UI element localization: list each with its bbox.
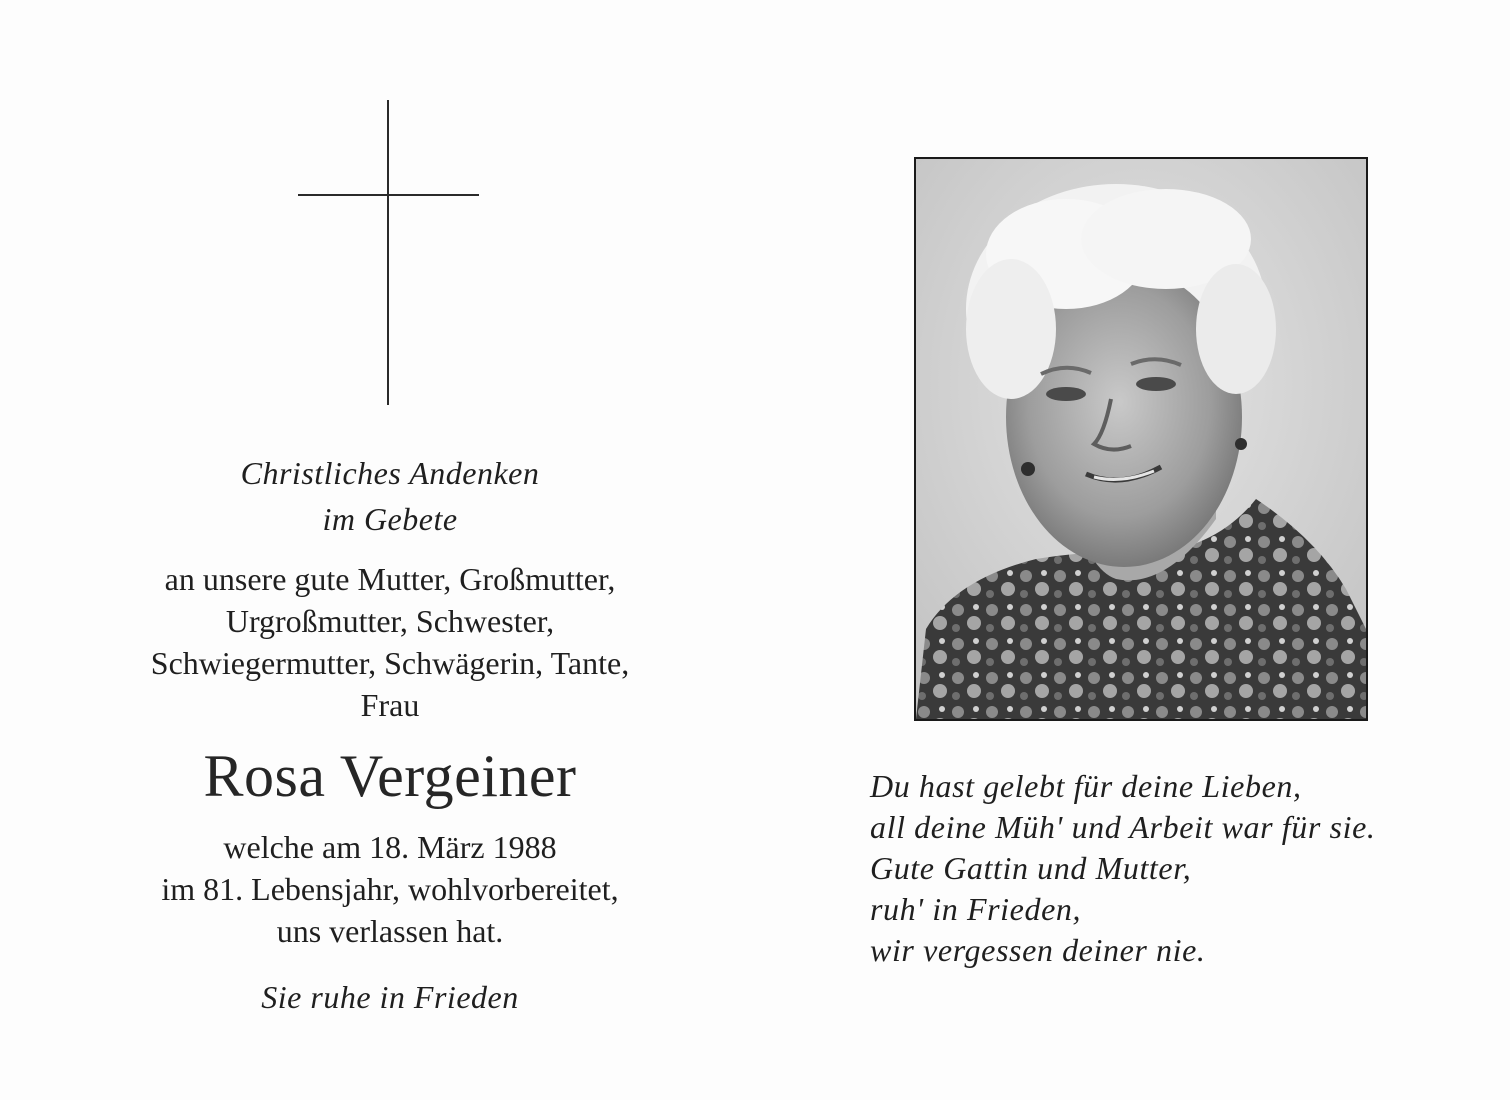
deceased-name: Rosa Vergeiner	[203, 743, 577, 809]
death-line: welche am 18. März 1988	[223, 829, 557, 865]
relations-line: an unsere gute Mutter, Großmutter,	[164, 561, 616, 597]
poem-line: all deine Müh' und Arbeit war für sie.	[870, 809, 1376, 845]
relations-text	[90, 558, 690, 726]
intro-line: Christliches Andenken	[240, 455, 540, 491]
portrait-illustration	[916, 159, 1366, 719]
poem-line: Du hast gelebt für deine Lieben,	[870, 768, 1302, 804]
closing-blessing: Sie ruhe in Frieden	[261, 979, 519, 1015]
relations-line: Frau	[360, 687, 420, 723]
poem-line: ruh' in Frieden,	[870, 891, 1082, 927]
cross-horizontal-bar	[298, 194, 479, 196]
relations-line: Schwiegermutter, Schwägerin, Tante,	[150, 645, 630, 681]
cross-vertical-bar	[387, 100, 389, 405]
relations-line: Urgroßmutter, Schwester,	[225, 603, 555, 639]
intro-heading	[90, 450, 690, 542]
poem-line: Gute Gattin und Mutter,	[870, 850, 1192, 886]
poem-line: wir vergessen deiner nie.	[870, 932, 1206, 968]
intro-line: im Gebete	[322, 501, 458, 537]
memorial-poem	[870, 766, 1470, 971]
portrait-photo	[914, 157, 1368, 721]
death-line: uns verlassen hat.	[276, 913, 504, 949]
death-line: im 81. Lebensjahr, wohlvorbereitet,	[161, 871, 619, 907]
death-notice	[90, 826, 690, 952]
